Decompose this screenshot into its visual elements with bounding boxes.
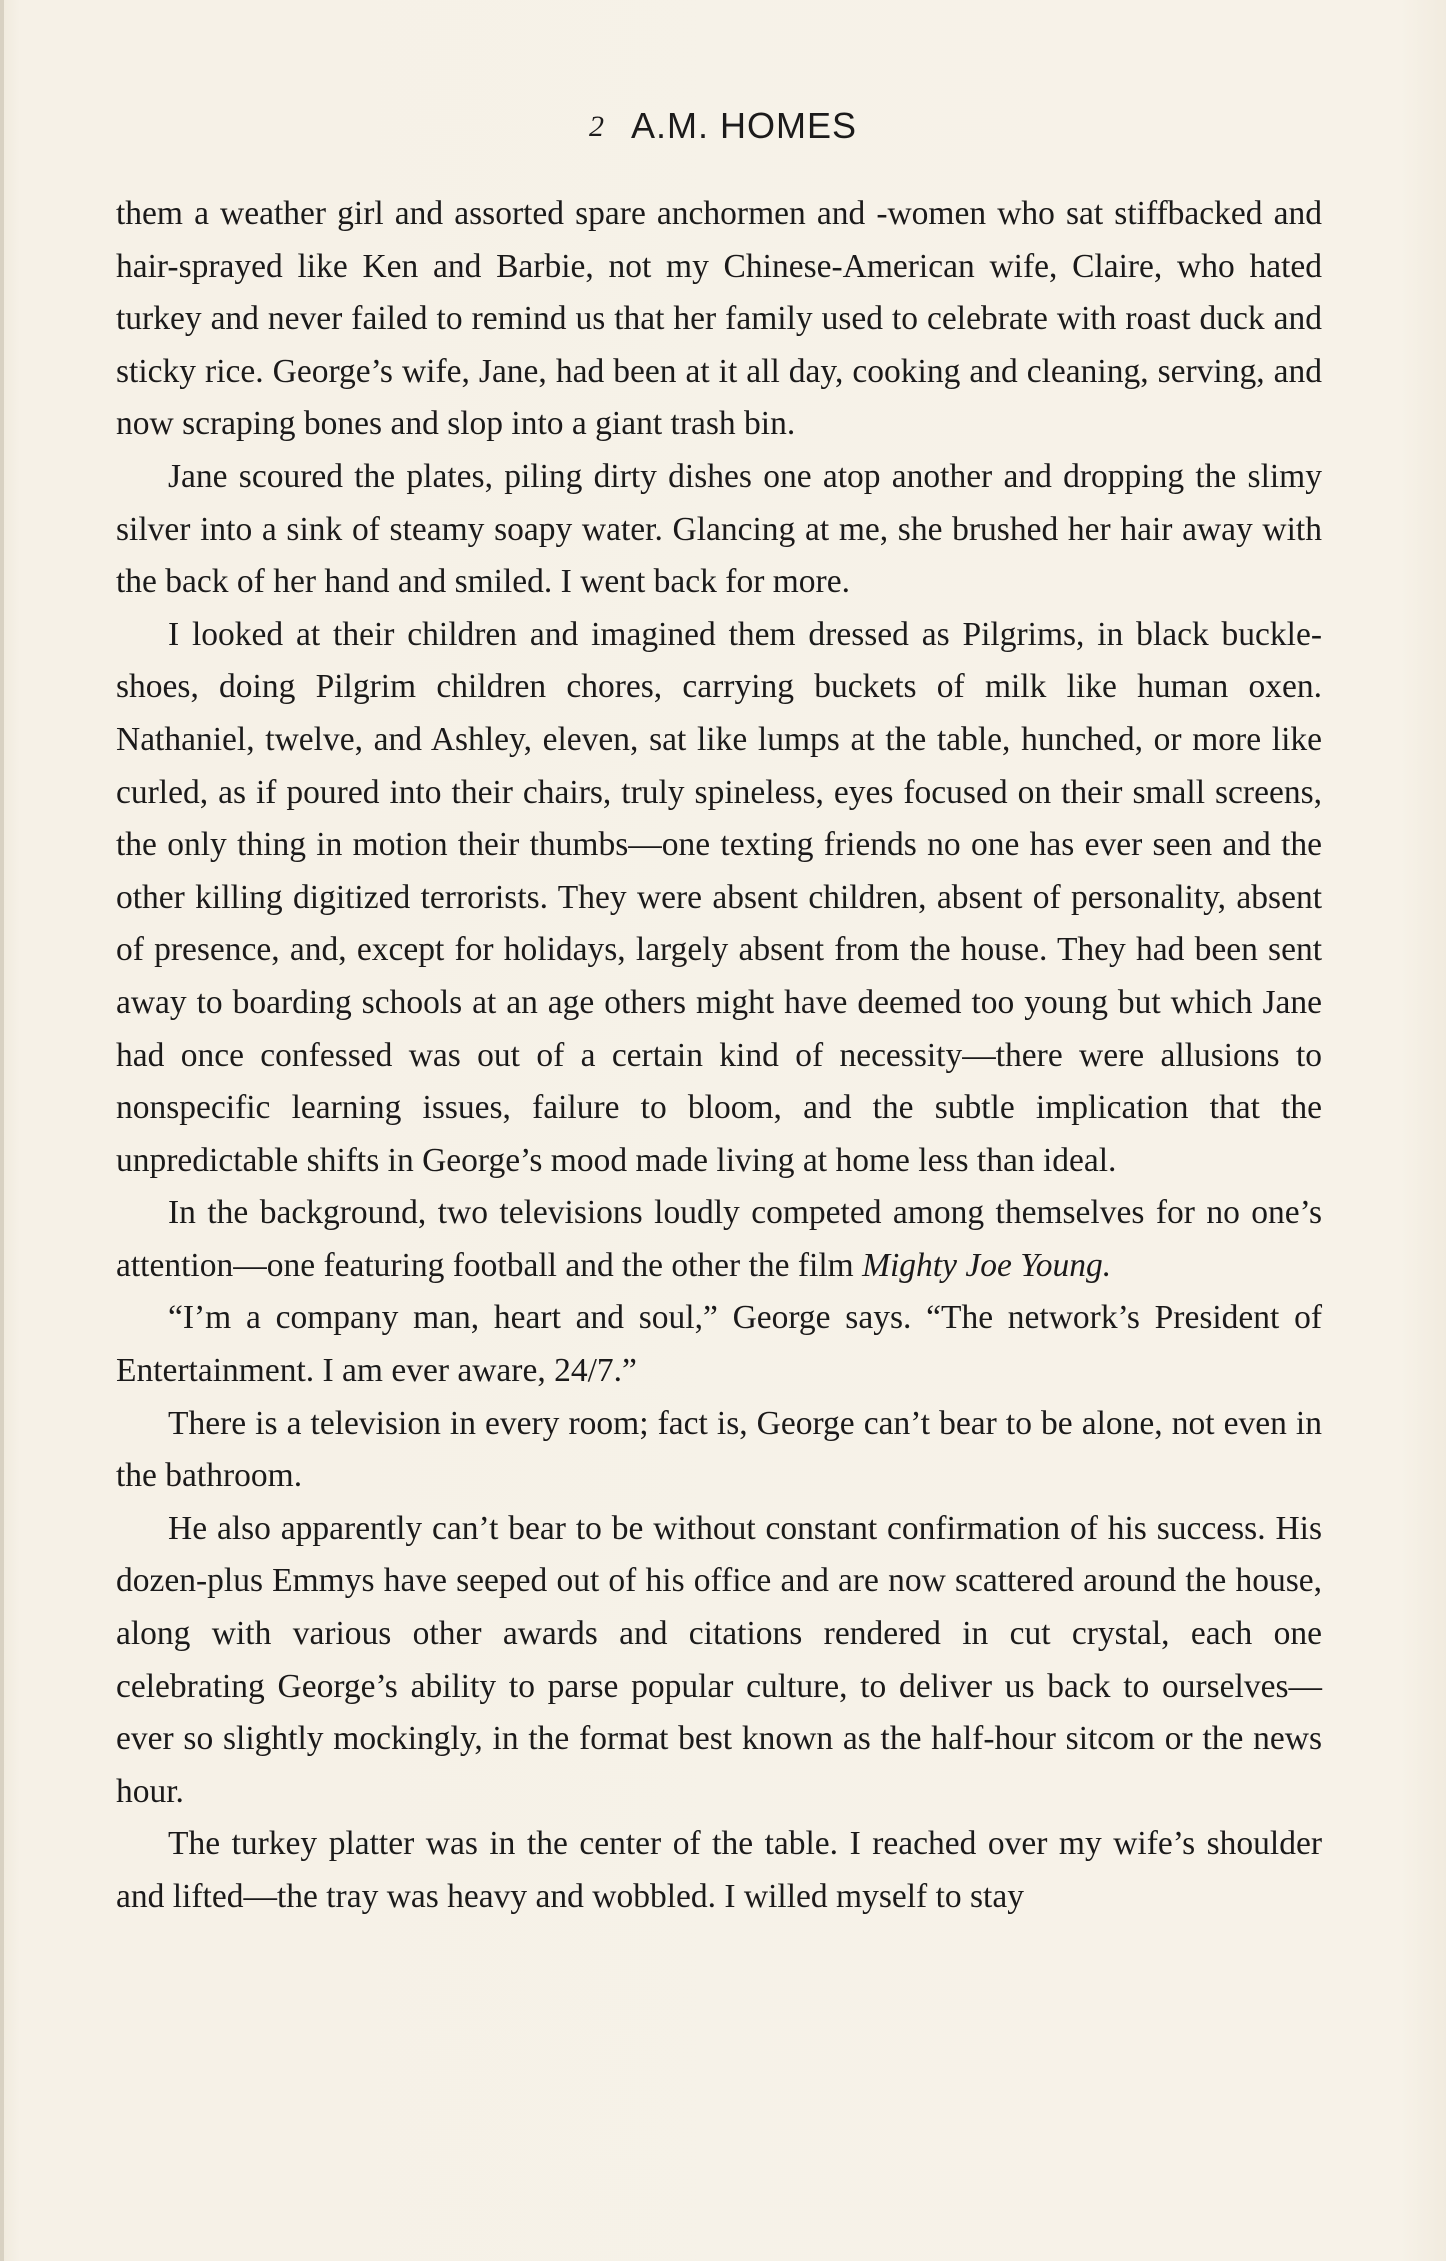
author-name: A.M. HOMES — [630, 105, 858, 146]
film-title: Mighty Joe Young. — [862, 1246, 1112, 1284]
page-number: 2 — [588, 110, 605, 143]
paragraph: The turkey platter was in the center of the table. I reached over my wife’s shoulder and lifted—the tray was heavy and wobbled. I willed myself to stay — [116, 1825, 1322, 1915]
paragraph: them a weather girl and assorted spare anchormen and -women who sat stiffbacked and hair-sprayed like Ken and Barbie, not my Chinese-American wife, Claire, who hated turkey and never failed to remind us that her family used to celebrate with roast duck and sticky rice. George’s wife, Jane, had been at it all day, cooking and cleaning, serving, and now scraping bones and slop into a giant trash bin. — [116, 195, 1322, 443]
paragraph: I looked at their children and imagined them dressed as Pilgrims, in black buckle-shoes, doing Pilgrim children chores, carrying buckets of milk like human oxen. Nathaniel, twelve, and Ashley, eleven, sat like lumps at the table, hunched, or more like curled, as if poured into their chairs, truly spineless, eyes focused on their small screens, the only thing in motion their thumbs—one texting friends no one has ever seen and the other killing digitized terrorists. They were absent children, absent of personality, absent of presence, and, except for holidays, largely absent from the house. They had been sent away to boarding schools at an age others might have deemed too young but which Jane had once confessed was out of a certain kind of necessity—there were allusions to nonspecific learning issues, failure to bloom, and the subtle implication that the unpredictable shifts in George’s mood made living at home less than ideal. — [116, 615, 1322, 1179]
body-text — [116, 188, 1322, 1924]
paragraph: Jane scoured the plates, piling dirty dishes one atop another and dropping the slimy silver into a sink of steamy soapy water. Glancing at me, she brushed her hair away with the back of her hand and smiled. I went back for more. — [116, 457, 1322, 601]
paragraph: He also apparently can’t bear to be without constant confirmation of his success. His dozen-plus Emmys have seeped out of his office and are now scattered around the house, along with various other awards and citations rendered in cut crystal, each one celebrating George’s ability to parse popular culture, to deliver us back to ourselves—ever so slightly mockingly, in the format best known as the half-hour sitcom or the news hour. — [116, 1509, 1322, 1810]
paragraph: There is a television in every room; fact is, George can’t bear to be alone, not even in the bathroom. — [116, 1404, 1322, 1495]
paragraph — [116, 1187, 1322, 1292]
page-edge — [0, 0, 4, 2261]
running-head — [0, 105, 1446, 147]
paragraph: “I’m a company man, heart and soul,” George says. “The network’s President of Entertainment. I am ever aware, 24/7.” — [116, 1299, 1322, 1390]
paragraph-text: In the background, two televisions loudly competed among themselves for no one’s attention—one featuring football and the other the film — [116, 1194, 1322, 1284]
